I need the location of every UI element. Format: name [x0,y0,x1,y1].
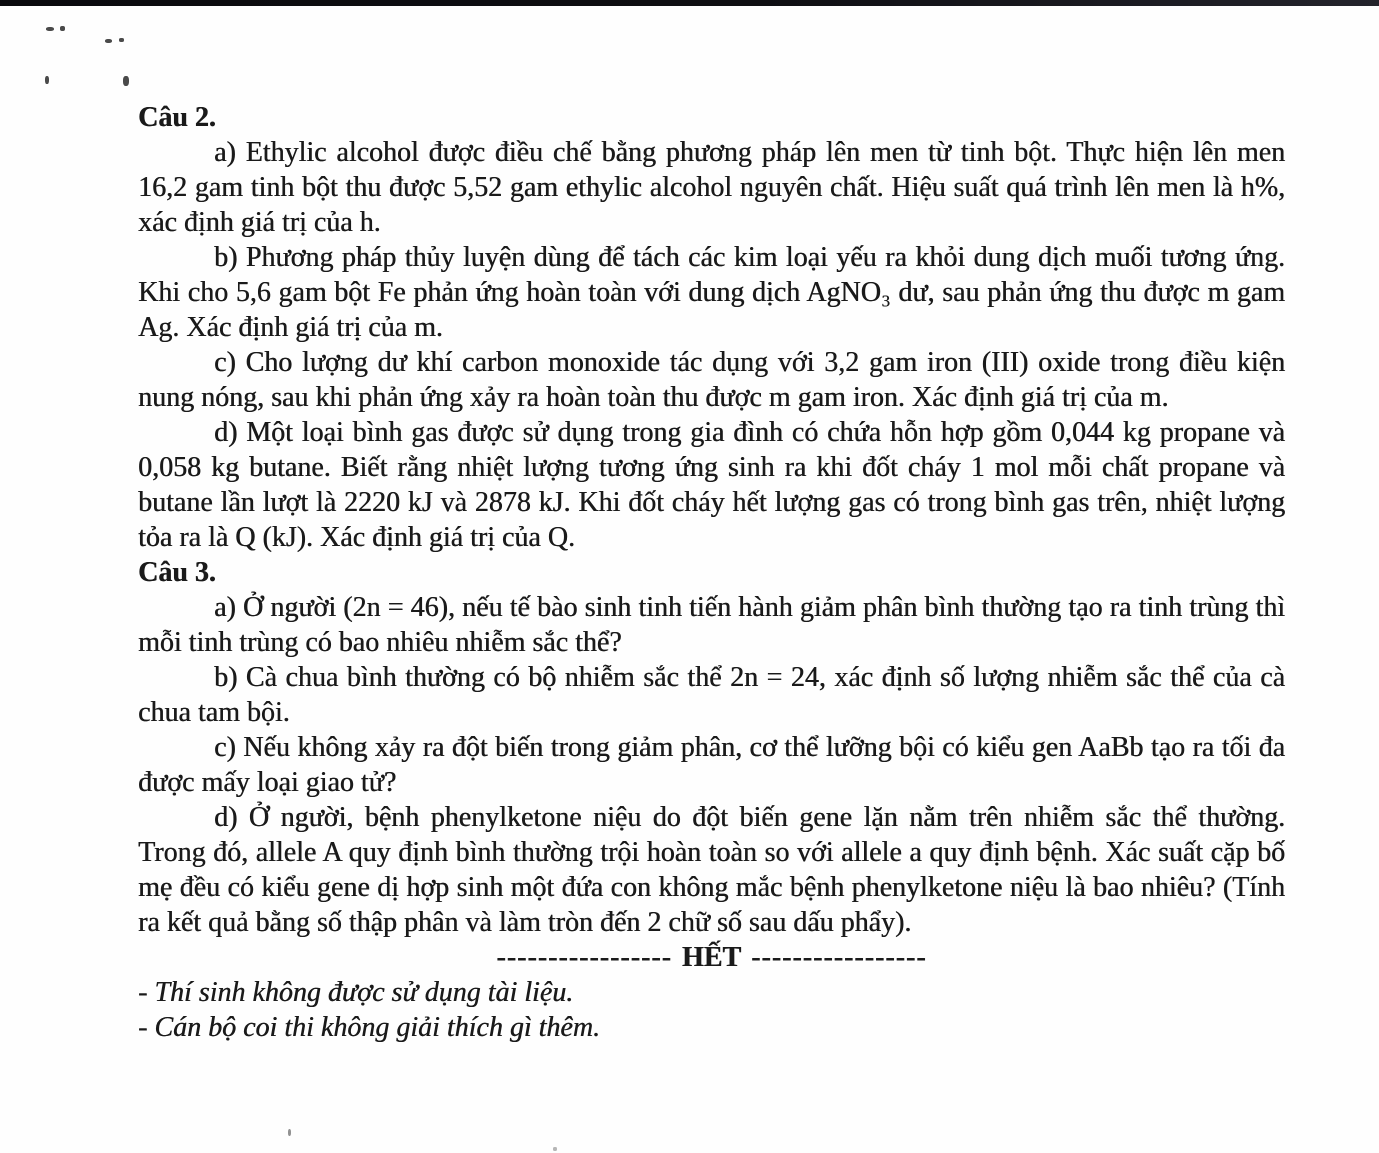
scan-speck [60,26,65,31]
end-marker-left-dashes: ----------------- [496,942,672,973]
footer-note-proctors: - Cán bộ coi thi không giải thích gì thêm. [138,1012,600,1043]
exam-text-block [138,100,1285,1045]
question-3-part-c: c) Nếu không xảy ra đột biến trong giảm phân, cơ thể lưỡng bội có kiểu gen AaBb tạo ra tối đa được mấy loại giao tử? [138,732,1285,798]
question-3-part-a: a) Ở người (2n = 46), nếu tế bào sinh tinh tiến hành giảm phân bình thường tạo ra tinh trùng thì mỗi tinh trùng có bao nhiêu nhiễm sắc thể? [138,592,1285,658]
scan-edge-band [0,0,1379,6]
question-3-part-b: b) Cà chua bình thường có bộ nhiễm sắc thể 2n = 24, xác định số lượng nhiễm sắc thể của cà chua tam bội. [138,662,1285,728]
footer-note-candidates: - Thí sinh không được sử dụng tài liệu. [138,977,574,1008]
end-marker [138,940,1285,975]
end-marker-label: HẾT [681,942,742,973]
scan-speck [288,1129,291,1136]
scan-speck [105,39,112,43]
question-2-part-a: a) Ethylic alcohol được điều chế bằng phương pháp lên men từ tinh bột. Thực hiện lên men 16,2 gam tinh bột thu được 5,52 gam ethylic alcohol nguyên chất. Hiệu suất quá trình lên men là h%, xác định giá trị của h. [138,137,1285,238]
question-2-heading: Câu 2. [138,102,216,133]
question-3-part-d: d) Ở người, bệnh phenylketone niệu do đột biến gene lặn nằm trên nhiễm sắc thể thường. Trong đó, allele A quy định bình thường trội hoàn toàn so với allele a quy định bệnh. Xác suất cặp bố mẹ đều có kiểu gene dị hợp sinh một đứa con không mắc bệnh phenylketone niệu là bao nhiêu? (Tính ra kết quả bằng số thập phân và làm tròn đến 2 chữ số sau dấu phẩy). [138,802,1285,938]
question-2-part-b: b) Phương pháp thủy luyện dùng để tách các kim loại yếu ra khỏi dung dịch muối tương ứng. Khi cho 5,6 gam bột Fe phản ứng hoàn toàn với dung dịch AgNO₃ dư, sau phản ứng thu được m gam Ag. Xác định giá trị của m. [138,242,1285,343]
end-marker-right-dashes: ----------------- [751,942,927,973]
scan-speck [123,76,129,86]
scan-speck [45,76,49,84]
scan-speck [46,27,54,31]
scan-speck [119,38,124,42]
question-2-part-c: c) Cho lượng dư khí carbon monoxide tác dụng với 3,2 gam iron (III) oxide trong điều kiện nung nóng, sau khi phản ứng xảy ra hoàn toàn thu được m gam iron. Xác định giá trị của m. [138,347,1285,413]
question-2-part-d: d) Một loại bình gas được sử dụng trong gia đình có chứa hỗn hợp gồm 0,044 kg propane và 0,058 kg butane. Biết rằng nhiệt lượng tương ứng sinh ra khi đốt cháy 1 mol mỗi chất propane và butane lần lượt là 2220 kJ và 2878 kJ. Khi đốt cháy hết lượng gas có trong bình gas trên, nhiệt lượng tỏa ra là Q (kJ). Xác định giá trị của Q. [138,417,1285,553]
scan-speck [553,1147,557,1151]
question-3-heading: Câu 3. [138,557,216,588]
